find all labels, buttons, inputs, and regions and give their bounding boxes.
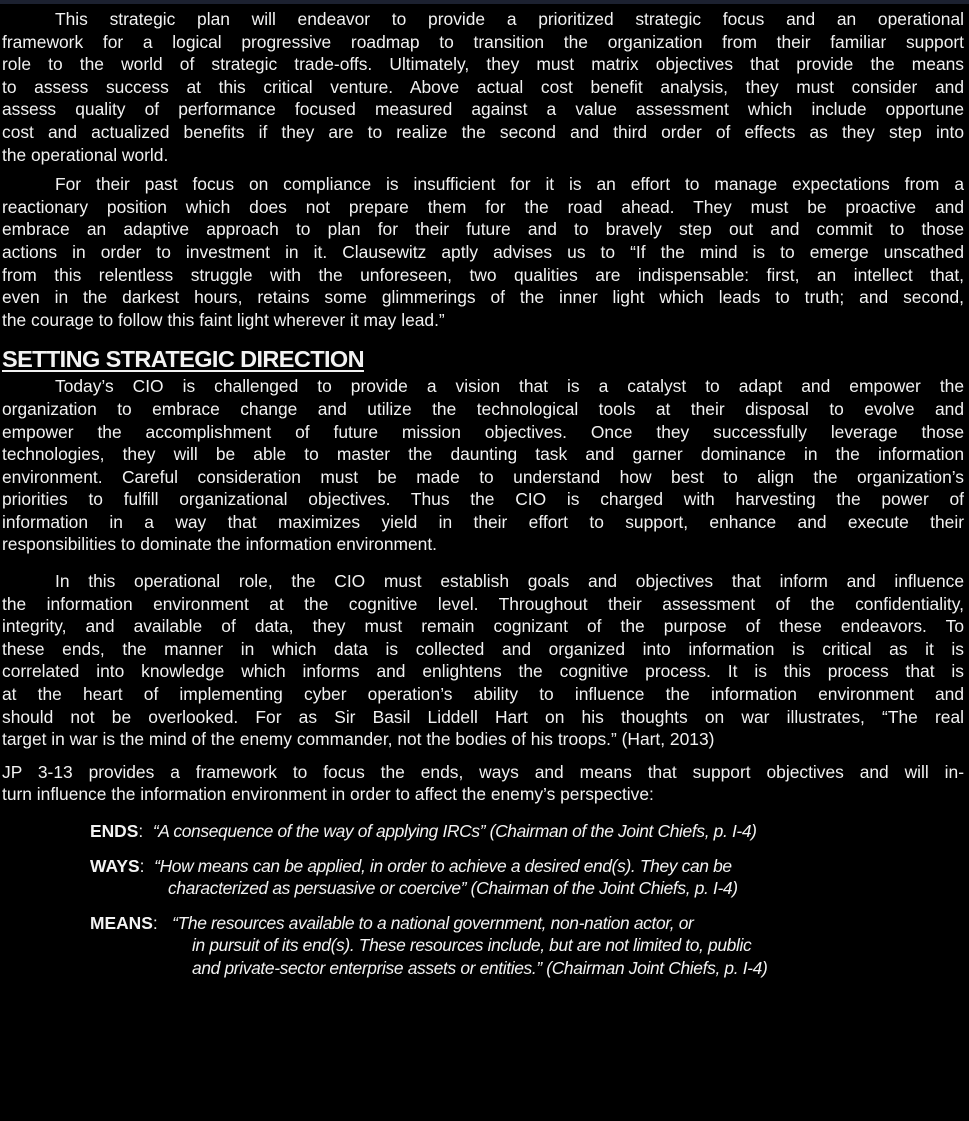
text-line: should not be overlooked. For as Sir Basil Liddell Hart on his thoughts on war illustrates, “The real (2, 706, 964, 727)
text-line: even in the darkest hours, retains some glimmerings of the inner light which leads to truth; and second, (2, 287, 964, 308)
paragraph-spacer (2, 556, 964, 570)
definition-text: characterized as persuasive or coercive” (Chairman of the Joint Chiefs, p. I-4) (168, 878, 738, 899)
section-spacer (2, 331, 964, 341)
text-line: In this operational role, the CIO must establish goals and objectives that inform and influence (55, 571, 964, 592)
text-line: For their past focus on compliance is insufficient for it is an effort to manage expectations from a (55, 174, 964, 195)
text-line: organization to embrace change and utilize the technological tools at their disposal to evolve and (2, 398, 964, 419)
definition-term: WAYS (90, 855, 140, 876)
paragraph-spacer (2, 166, 964, 173)
top-border-strip (0, 0, 969, 4)
text-line: assess quality of performance focused measured against a value assessment which include opportune (2, 99, 964, 120)
definition-separator: : (139, 855, 145, 876)
text-line: environment. Careful consideration must be made to understand how best to align the organization’s (2, 466, 964, 487)
text-line: responsibilities to dominate the information environment. (2, 534, 437, 555)
definition-ends (90, 820, 964, 843)
definitions-spacer (2, 806, 964, 820)
text-line: from this relentless struggle with the unforeseen, two qualities are indispensable: first, an intellect that, (2, 264, 964, 285)
paragraph-jp-3-13 (2, 761, 964, 806)
text-line: the courage to follow this faint light wherever it may lead.” (2, 309, 445, 330)
text-line: empower the accomplishment of future mission objectives. Once they successfully leverage those (2, 421, 964, 442)
text-line: actions in order to investment in it. Clausewitz aptly advises us to “If the mind is to emerge unscathed (2, 241, 964, 262)
definition-spacer (90, 843, 964, 855)
definition-spacer (90, 900, 964, 912)
definition-text: “The resources available to a national government, non-nation actor, or (172, 912, 694, 933)
definition-means (90, 912, 964, 980)
text-line: integrity, and available of data, they must remain cognizant of the purpose of these endeavors. To (2, 616, 964, 637)
section-heading: SETTING STRATEGIC DIRECTION (2, 346, 364, 373)
paragraph-strategic-plan (2, 8, 964, 166)
text-line: at the heart of implementing cyber operation’s ability to influence the information environment and (2, 684, 964, 705)
paragraph-spacer (2, 751, 964, 761)
definition-text: “A consequence of the way of applying IRCs” (Chairman of the Joint Chiefs, p. I-4) (152, 821, 757, 841)
text-line: to assess success at this critical venture. Above actual cost benefit analysis, they must consider and (2, 76, 964, 97)
text-line: target in war is the mind of the enemy commander, not the bodies of his troops.” (Hart, 2013) (2, 729, 715, 750)
text-line: framework for a logical progressive roadmap to transition the organization from their familiar support (2, 31, 964, 52)
text-line: embrace an adaptive approach to plan for their future and to bravely step out and commit to those (2, 219, 964, 240)
definition-text: and private-sector enterprise assets or entities.” (Chairman Joint Chiefs, p. I-4) (192, 957, 768, 978)
text-line: information in a way that maximizes yield in their effort to support, enhance and execute their (2, 511, 964, 532)
definition-text: in pursuit of its end(s). These resources include, but are not limited to, public (192, 935, 752, 956)
text-line: turn influence the information environment in order to affect the enemy’s perspective: (2, 784, 654, 805)
definition-term: MEANS (90, 912, 153, 933)
text-line: correlated into knowledge which informs and enlightens the cognitive process. It is this process that is (2, 661, 964, 682)
text-line: role to the world of strategic trade-offs. Ultimately, they must matrix objectives that provide the means (2, 54, 964, 75)
definition-text: “How means can be applied, in order to achieve a desired end(s). They can be (154, 855, 732, 876)
paragraph-operational-role (2, 570, 964, 751)
text-line: these ends, the manner in which data is collected and organized into information is critical as it is (2, 638, 964, 659)
text-line: the operational world. (2, 144, 169, 165)
text-line: Today’s CIO is challenged to provide a vision that is a catalyst to adapt and empower the (55, 376, 964, 397)
paragraph-compliance-focus (2, 173, 964, 331)
text-line: cost and actualized benefits if they are to realize the second and third order of effects as they step into (2, 121, 964, 142)
text-line: the information environment at the cognitive level. Throughout their assessment of the confidentiality, (2, 593, 964, 614)
definition-list (2, 820, 964, 980)
definition-term: ENDS (90, 821, 139, 841)
text-line: JP 3-13 provides a framework to focus the ends, ways and means that support objectives and will in- (2, 761, 964, 782)
text-line: reactionary position which does not prepare them for the road ahead. They must be proactive and (2, 196, 964, 217)
text-line: priorities to fulfill organizational objectives. Thus the CIO is charged with harvesting the power of (2, 489, 964, 510)
text-line: This strategic plan will endeavor to provide a prioritized strategic focus and an operational (55, 9, 964, 29)
text-line: technologies, they will be able to master the daunting task and garner dominance in the information (2, 444, 964, 465)
paragraph-todays-cio (2, 375, 964, 556)
definition-separator: : (152, 912, 158, 933)
definition-ways (90, 855, 964, 900)
definition-separator: : (138, 821, 144, 841)
document-page (2, 8, 964, 980)
